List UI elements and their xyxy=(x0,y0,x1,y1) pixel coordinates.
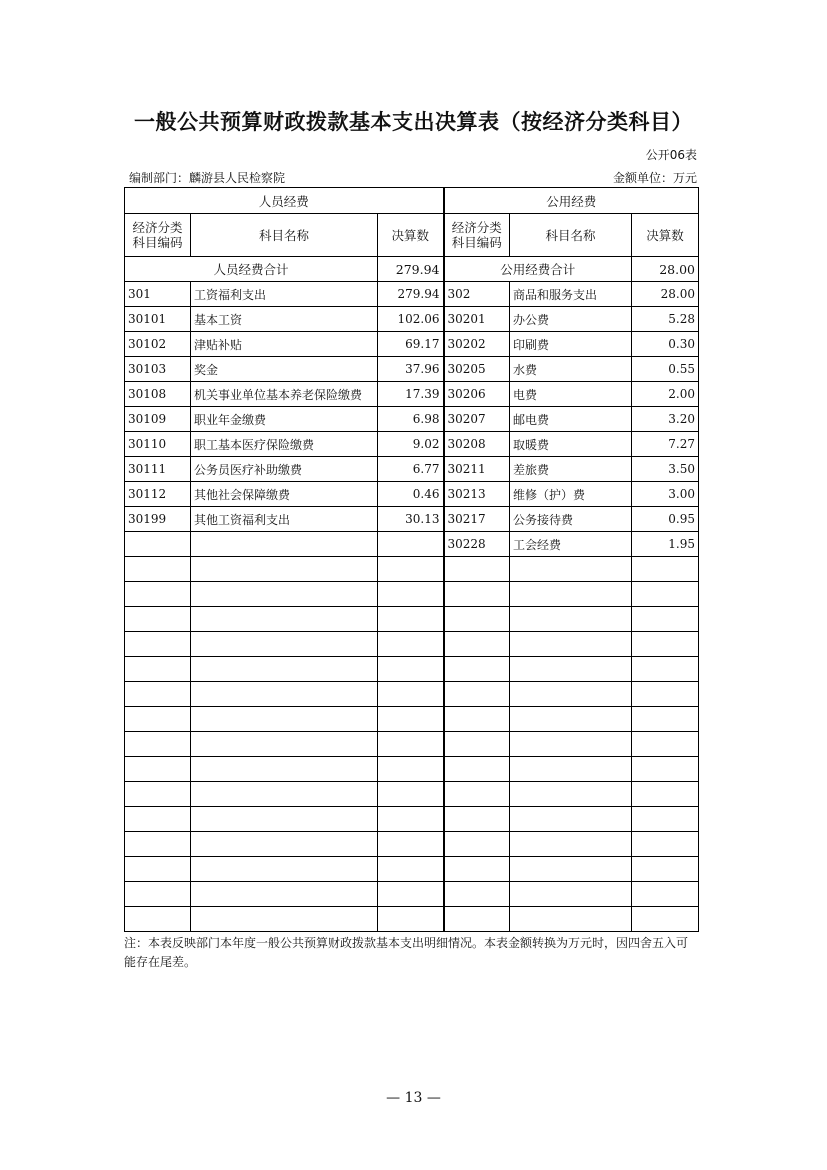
left-name-cell: 基本工资 xyxy=(191,307,378,332)
right-amount-cell: 3.50 xyxy=(632,457,699,482)
right-code-cell: 302 xyxy=(444,282,510,307)
name-header-right: 科目名称 xyxy=(510,214,632,257)
empty-row xyxy=(125,607,699,632)
empty-cell xyxy=(510,707,632,732)
empty-cell xyxy=(191,882,378,907)
unit-label: 金额单位：万元 xyxy=(612,171,697,185)
left-code-cell: 30108 xyxy=(125,382,191,407)
right-code-cell: 30228 xyxy=(444,532,510,557)
empty-cell xyxy=(191,807,378,832)
right-amount-cell: 3.20 xyxy=(632,407,699,432)
empty-cell xyxy=(444,757,510,782)
left-code-cell: 30110 xyxy=(125,432,191,457)
empty-cell xyxy=(510,732,632,757)
left-amount-cell: 37.96 xyxy=(378,357,444,382)
left-name-cell: 奖金 xyxy=(191,357,378,382)
left-code-cell: 30102 xyxy=(125,332,191,357)
right-code-cell: 30207 xyxy=(444,407,510,432)
empty-cell xyxy=(444,582,510,607)
empty-cell xyxy=(191,907,378,932)
empty-cell xyxy=(378,757,444,782)
empty-cell xyxy=(191,732,378,757)
right-code-cell: 30211 xyxy=(444,457,510,482)
empty-cell xyxy=(378,807,444,832)
empty-cell xyxy=(191,832,378,857)
empty-cell xyxy=(191,682,378,707)
empty-cell xyxy=(444,782,510,807)
right-name-cell: 印刷费 xyxy=(510,332,632,357)
left-amount-cell: 6.98 xyxy=(378,407,444,432)
empty-cell xyxy=(125,782,191,807)
empty-cell xyxy=(378,657,444,682)
left-code-cell xyxy=(125,532,191,557)
empty-cell xyxy=(632,607,699,632)
right-name-cell: 差旅费 xyxy=(510,457,632,482)
table-row xyxy=(125,432,699,457)
empty-cell xyxy=(444,907,510,932)
left-code-cell: 30109 xyxy=(125,407,191,432)
empty-row xyxy=(125,832,699,857)
empty-row xyxy=(125,782,699,807)
empty-cell xyxy=(125,757,191,782)
right-code-cell: 30206 xyxy=(444,382,510,407)
empty-cell xyxy=(632,807,699,832)
right-amount-cell: 0.55 xyxy=(632,357,699,382)
table-row xyxy=(125,457,699,482)
empty-cell xyxy=(510,857,632,882)
left-amount-cell: 6.77 xyxy=(378,457,444,482)
right-code-cell: 30217 xyxy=(444,507,510,532)
left-name-cell: 职工基本医疗保险缴费 xyxy=(191,432,378,457)
empty-cell xyxy=(444,807,510,832)
empty-cell xyxy=(444,732,510,757)
empty-cell xyxy=(444,707,510,732)
personnel-total-label: 人员经费合计 xyxy=(125,257,378,282)
table-row xyxy=(125,332,699,357)
empty-cell xyxy=(632,632,699,657)
right-name-cell: 公务接待费 xyxy=(510,507,632,532)
empty-cell xyxy=(191,857,378,882)
name-header-left: 科目名称 xyxy=(191,214,378,257)
amount-header-left: 决算数 xyxy=(378,214,444,257)
empty-cell xyxy=(444,832,510,857)
empty-cell xyxy=(125,607,191,632)
empty-cell xyxy=(191,557,378,582)
empty-cell xyxy=(125,557,191,582)
right-name-cell: 取暖费 xyxy=(510,432,632,457)
empty-cell xyxy=(632,707,699,732)
empty-cell xyxy=(125,657,191,682)
empty-cell xyxy=(510,757,632,782)
empty-cell xyxy=(632,882,699,907)
empty-cell xyxy=(444,557,510,582)
empty-cell xyxy=(191,757,378,782)
empty-cell xyxy=(191,607,378,632)
empty-cell xyxy=(191,632,378,657)
right-amount-cell: 28.00 xyxy=(632,282,699,307)
left-name-cell: 工资福利支出 xyxy=(191,282,378,307)
left-amount-cell: 69.17 xyxy=(378,332,444,357)
empty-cell xyxy=(378,832,444,857)
empty-row xyxy=(125,807,699,832)
empty-cell xyxy=(125,632,191,657)
expenditure-table xyxy=(124,187,699,932)
empty-row xyxy=(125,557,699,582)
empty-cell xyxy=(510,782,632,807)
left-name-cell: 机关事业单位基本养老保险缴费 xyxy=(191,382,378,407)
table-row xyxy=(125,507,699,532)
right-code-cell: 30208 xyxy=(444,432,510,457)
empty-cell xyxy=(125,832,191,857)
public-header: 公用经费 xyxy=(444,188,699,214)
empty-cell xyxy=(125,682,191,707)
empty-cell xyxy=(632,557,699,582)
empty-cell xyxy=(191,707,378,732)
right-name-cell: 维修（护）费 xyxy=(510,482,632,507)
empty-cell xyxy=(125,807,191,832)
left-amount-cell: 279.94 xyxy=(378,282,444,307)
right-code-cell: 30201 xyxy=(444,307,510,332)
right-code-cell: 30202 xyxy=(444,332,510,357)
empty-cell xyxy=(510,607,632,632)
empty-cell xyxy=(378,857,444,882)
empty-row xyxy=(125,657,699,682)
form-number: 公开06表 xyxy=(645,148,697,162)
empty-cell xyxy=(510,657,632,682)
page-number: — 13 — xyxy=(386,1090,441,1106)
empty-cell xyxy=(378,707,444,732)
right-name-cell: 工会经费 xyxy=(510,532,632,557)
right-code-cell: 30213 xyxy=(444,482,510,507)
empty-cell xyxy=(125,907,191,932)
empty-cell xyxy=(510,907,632,932)
left-name-cell xyxy=(191,532,378,557)
left-name-cell: 其他社会保障缴费 xyxy=(191,482,378,507)
empty-cell xyxy=(510,682,632,707)
empty-cell xyxy=(378,732,444,757)
public-total-value: 28.00 xyxy=(632,257,699,282)
left-code-cell: 30112 xyxy=(125,482,191,507)
right-code-cell: 30205 xyxy=(444,357,510,382)
left-code-cell: 30103 xyxy=(125,357,191,382)
empty-row xyxy=(125,882,699,907)
code-header-right: 经济分类科目编码 xyxy=(444,214,510,257)
right-amount-cell: 0.95 xyxy=(632,507,699,532)
empty-cell xyxy=(632,582,699,607)
right-amount-cell: 3.00 xyxy=(632,482,699,507)
table-row xyxy=(125,307,699,332)
empty-cell xyxy=(378,682,444,707)
table-row xyxy=(125,532,699,557)
right-amount-cell: 5.28 xyxy=(632,307,699,332)
table-row xyxy=(125,407,699,432)
left-code-cell: 30101 xyxy=(125,307,191,332)
right-name-cell: 电费 xyxy=(510,382,632,407)
empty-cell xyxy=(378,607,444,632)
right-name-cell: 办公费 xyxy=(510,307,632,332)
page-title: 一般公共预算财政拨款基本支出决算表（按经济分类科目） xyxy=(134,110,693,134)
empty-row xyxy=(125,907,699,932)
empty-cell xyxy=(125,857,191,882)
empty-row xyxy=(125,682,699,707)
empty-row xyxy=(125,857,699,882)
empty-cell xyxy=(191,582,378,607)
left-name-cell: 公务员医疗补助缴费 xyxy=(191,457,378,482)
right-amount-cell: 0.30 xyxy=(632,332,699,357)
empty-cell xyxy=(378,882,444,907)
public-total-label: 公用经费合计 xyxy=(444,257,632,282)
empty-cell xyxy=(510,557,632,582)
personnel-total-value: 279.94 xyxy=(378,257,444,282)
empty-cell xyxy=(125,882,191,907)
left-name-cell: 职业年金缴费 xyxy=(191,407,378,432)
empty-cell xyxy=(378,632,444,657)
empty-cell xyxy=(378,782,444,807)
empty-cell xyxy=(125,582,191,607)
empty-cell xyxy=(632,832,699,857)
empty-cell xyxy=(510,882,632,907)
table-row xyxy=(125,382,699,407)
right-amount-cell: 7.27 xyxy=(632,432,699,457)
empty-cell xyxy=(378,557,444,582)
empty-row xyxy=(125,582,699,607)
empty-cell xyxy=(125,732,191,757)
empty-cell xyxy=(444,657,510,682)
code-header-left: 经济分类科目编码 xyxy=(125,214,191,257)
left-name-cell: 其他工资福利支出 xyxy=(191,507,378,532)
empty-cell xyxy=(632,782,699,807)
empty-cell xyxy=(444,607,510,632)
left-code-cell: 30111 xyxy=(125,457,191,482)
empty-cell xyxy=(191,782,378,807)
empty-cell xyxy=(510,807,632,832)
department-label: 编制部门：麟游县人民检察院 xyxy=(129,171,286,185)
empty-cell xyxy=(510,832,632,857)
totals-row xyxy=(125,257,699,282)
right-name-cell: 邮电费 xyxy=(510,407,632,432)
empty-cell xyxy=(632,857,699,882)
empty-cell xyxy=(632,682,699,707)
empty-row xyxy=(125,757,699,782)
left-amount-cell: 17.39 xyxy=(378,382,444,407)
empty-cell xyxy=(444,682,510,707)
footnote: 注：本表反映部门本年度一般公共预算财政拨款基本支出明细情况。本表金额转换为万元时，因四舍五入可能存在尾差。 xyxy=(124,936,689,969)
right-name-cell: 水费 xyxy=(510,357,632,382)
empty-cell xyxy=(125,707,191,732)
right-amount-cell: 2.00 xyxy=(632,382,699,407)
left-amount-cell xyxy=(378,532,444,557)
empty-cell xyxy=(632,657,699,682)
left-code-cell: 30199 xyxy=(125,507,191,532)
empty-cell xyxy=(632,732,699,757)
empty-cell xyxy=(632,907,699,932)
right-name-cell: 商品和服务支出 xyxy=(510,282,632,307)
empty-row xyxy=(125,732,699,757)
table-row xyxy=(125,482,699,507)
table-row xyxy=(125,282,699,307)
left-amount-cell: 0.46 xyxy=(378,482,444,507)
empty-cell xyxy=(444,882,510,907)
empty-row xyxy=(125,707,699,732)
empty-cell xyxy=(510,632,632,657)
left-amount-cell: 102.06 xyxy=(378,307,444,332)
left-code-cell: 301 xyxy=(125,282,191,307)
table-row xyxy=(125,357,699,382)
empty-cell xyxy=(632,757,699,782)
amount-header-right: 决算数 xyxy=(632,214,699,257)
empty-cell xyxy=(444,857,510,882)
personnel-header: 人员经费 xyxy=(125,188,444,214)
empty-row xyxy=(125,632,699,657)
right-amount-cell: 1.95 xyxy=(632,532,699,557)
empty-cell xyxy=(378,907,444,932)
empty-cell xyxy=(378,582,444,607)
empty-cell xyxy=(444,632,510,657)
left-amount-cell: 9.02 xyxy=(378,432,444,457)
empty-cell xyxy=(510,582,632,607)
left-amount-cell: 30.13 xyxy=(378,507,444,532)
left-name-cell: 津贴补贴 xyxy=(191,332,378,357)
empty-cell xyxy=(191,657,378,682)
